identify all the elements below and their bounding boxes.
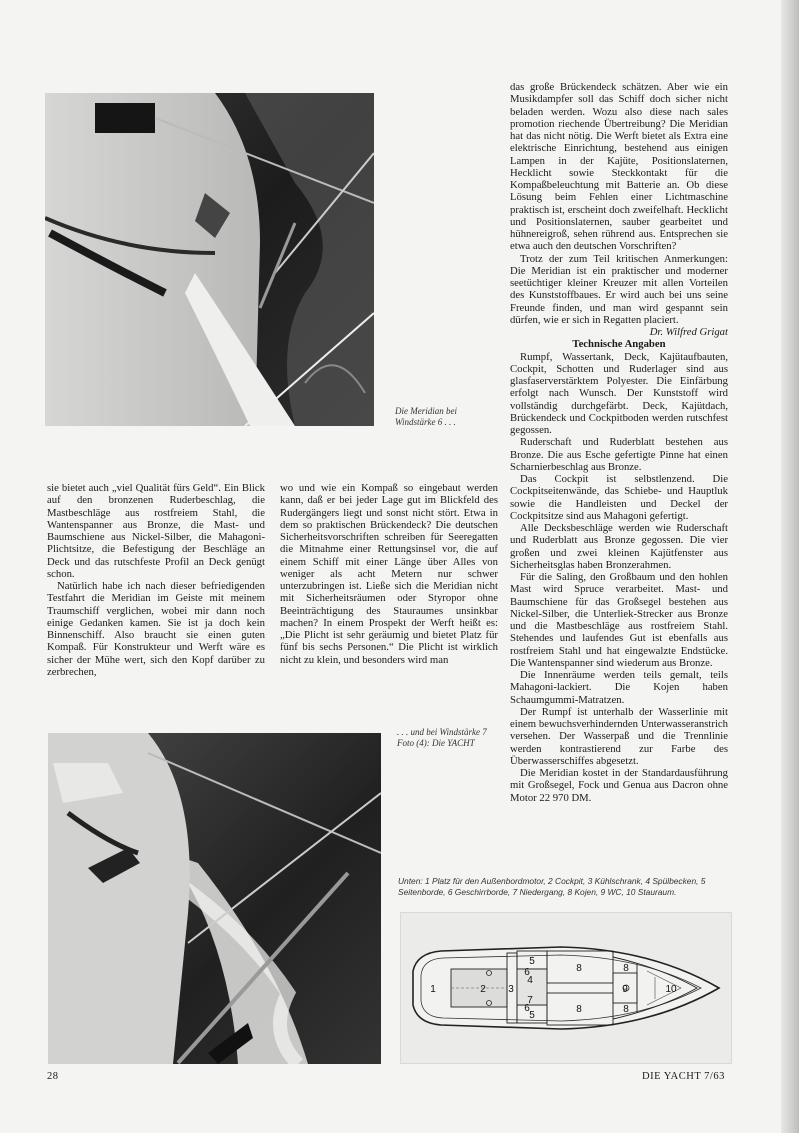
- plan-number-label: 6: [524, 967, 530, 978]
- plan-number-label: 8: [623, 963, 629, 974]
- caption-line: . . . und bei Windstärke 7: [397, 727, 487, 737]
- caption-top-photo: Die Meridian bei Windstärke 6 . . .: [395, 406, 457, 427]
- paragraph: Ruderschaft und Ruderblatt bestehen aus Bronze. Die aus Esche gefertigte Pinne hat einen Scharnierbeschlag aus Bronze.: [510, 436, 728, 473]
- plan-number-label: 3: [508, 984, 514, 995]
- caption-credit: Foto (4): Die YACHT: [397, 738, 475, 748]
- article-column-1: [47, 482, 265, 678]
- plan-number-label: 6: [524, 1003, 530, 1014]
- plan-number-label: 2: [480, 984, 486, 995]
- paragraph: Der Rumpf ist unterhalb der Wasserlinie mit einem bewuchsverhindernden Unterwasseranstrich versehen. Der Wasserpaß und die Trennlinie werden kontrastierend zur Farbe des Überwasserschiffes abgesetzt.: [510, 705, 728, 767]
- paragraph: Trotz der zum Teil kritischen Anmerkungen: Die Meridian ist ein praktischer und moderner seetüchtiger kleiner Kreuzer mit allen Vorteilen des Kunststoffbaues. Er wird auch bei uns seine Freunde finden, und man wird gespannt sein dürfen, wie er sich in Regatten placiert.: [510, 252, 728, 326]
- issue-label: DIE YACHT 7/63: [642, 1071, 725, 1082]
- plan-legend: Unten: 1 Platz für den Außenbordmotor, 2 Cockpit, 3 Kühlschrank, 4 Spülbecken, 5 Seitenborde, 6 Geschirrborde, 7 Niedergang, 8 Kojen, 9 WC, 10 Stauraum.: [398, 876, 706, 897]
- plan-number-label: 5: [529, 956, 535, 967]
- article-column-2: [280, 482, 498, 666]
- paragraph: Die Meridian kostet in der Standardausführung mit Großsegel, Fock und Genua aus Dacron ohne Motor 22 970 DM.: [510, 767, 728, 804]
- plan-number-label: 5: [529, 1010, 535, 1021]
- article-column-3: [510, 81, 728, 804]
- photo-bottom-windstaerke-7: [48, 733, 381, 1064]
- plan-number-label: 8: [623, 1004, 629, 1015]
- paragraph: wo und wie ein Kompaß so eingebaut werden kann, daß er bei jeder Lage gut im Blickfeld des Rudergängers liegt und sonst nicht stört. Etwa in dem so praktischen Brückendeck? Die deutschen Sicherheitsvorschriften schreiben für Seeregatten die Mitnahme einer Rettungsinsel vor, die auf einem Schiff mit einer Länge über Alles von weniger als acht Metern nur schwer unterzubringen ist. Ließe sich die Meridian nicht mit Sicherheitsräumen oder Styropor ohne Beeinträchtigung des Stauraumes unsinkbar machen? In einem Prospekt der Werft heißt es: „Die Plicht ist sehr geräumig und bietet Platz für fünf bis sechs Personen.“ Die Plicht ist wirklich nicht zu klein, und besonders wird man: [280, 482, 498, 666]
- plan-number-label: 8: [576, 1004, 582, 1015]
- plan-number-label: 4: [527, 975, 533, 986]
- page-edge: [781, 0, 799, 1133]
- paragraph: Die Innenräume werden teils gemalt, teils Mahagoni-lackiert. Die Kojen haben Schaumgummi-Matratzen.: [510, 669, 728, 706]
- plan-number-label: 8: [576, 963, 582, 974]
- paragraph: Rumpf, Wassertank, Deck, Kajütaufbauten, Cockpit, Schotten und Ruderlager sind aus glasfaserverstärktem Polyester. Die Einfärbung erfolgt nach Wunsch. Der Kunststoff wird vollständig durchgefärbt. Deck, Kajütdach, Brückendeck und Cockpitboden werden rutschfest gegossen.: [510, 350, 728, 436]
- plan-number-label: 7: [527, 995, 533, 1006]
- photo-top-windstaerke-6: [45, 93, 374, 426]
- author-signature: Dr. Wilfred Grigat: [649, 326, 728, 338]
- tech-specs-heading: Technische Angaben: [572, 338, 666, 351]
- plan-number-label: 9: [622, 984, 628, 995]
- deck-plan-drawing: [400, 912, 732, 1064]
- paragraph: Natürlich habe ich nach dieser befriedigenden Testfahrt die Meridian im Geiste mit meinem Traumschiff verglichen, wobei mir dann noch einige Gedanken kamen. Sie ist ja doch kein Binnenschiff. Also braucht sie einen guten Kompaß. Für Konstrukteur und Werft wäre es sicher der Mühe wert, sich den Kopf darüber zu zerbrechen,: [47, 580, 265, 678]
- page-number: 28: [47, 1071, 59, 1082]
- paragraph: sie bietet auch „viel Qualität fürs Geld“. Ein Blick auf den bronzenen Ruderbeschlag, die Mastbeschläge aus rostfreiem Stahl, die Wantenspanner aus Bronze, die Mast- und Baumschiene aus Nickel-Silber, die Mahagoni-Plichtsitze, die Befestigung der Beschläge an Deck und das rutschfeste Profil an Deck genügt schon.: [47, 482, 265, 580]
- paragraph: Alle Decksbeschläge werden wie Ruderschaft und Ruderblatt aus Bronze gegossen. Die vier großen und zwei kleinen Kajütfenster aus Sicherheitsglas haben Bronzerahmen.: [510, 522, 728, 571]
- paragraph: das große Brückendeck schätzen. Aber wie ein Musikdampfer soll das Schiff doch sicher nicht beladen werden. Wozu also diese nach sales promotion riechende Übertreibung? Die Meridian hat das nicht nötig. Die Werft bietet als Extra eine elektrische Einrichtung, bestehend aus einigen Lampen in der Kajüte, Positionslaternen, Hecklicht sowie Steckkontakt für die Kompaßbeleuchtung mit Batterie an. Ob diese Lösung beim Fehlen einer Lichtmaschine praktisch ist, erscheint doch zweifelhaft. Hecklicht und Positionslaternen, sauber gearbeitet und hühnereigroß, sehen rührend aus. Entsprechen sie etwa auch den deutschen Vorschriften?: [510, 81, 728, 253]
- paragraph: Das Cockpit ist selbstlenzend. Die Cockpitseitenwände, das Schiebe- und Hauptluk sowie die Handleisten und Deckel der Cockpitsitze sind aus Mahagoni gefertigt.: [510, 473, 728, 522]
- plan-number-label: 10: [665, 984, 677, 995]
- paragraph: Für die Saling, den Großbaum und den hohlen Mast wird Spruce verarbeitet. Mast- und Baumschiene für das Großsegel bestehen aus Nickel-Silber, die Unterliek-Strecker aus Bronze und die Mastbeschläge aus rostfreiem Stahl. Stehendes und laufendes Gut ist ebenfalls aus rostfreiem Stahl und hat eingewalzte Endstücke. Die Wantenspanner sind wiederum aus Bronze.: [510, 571, 728, 669]
- plan-number-label: 1: [430, 984, 436, 995]
- caption-bottom-photo: [397, 727, 507, 749]
